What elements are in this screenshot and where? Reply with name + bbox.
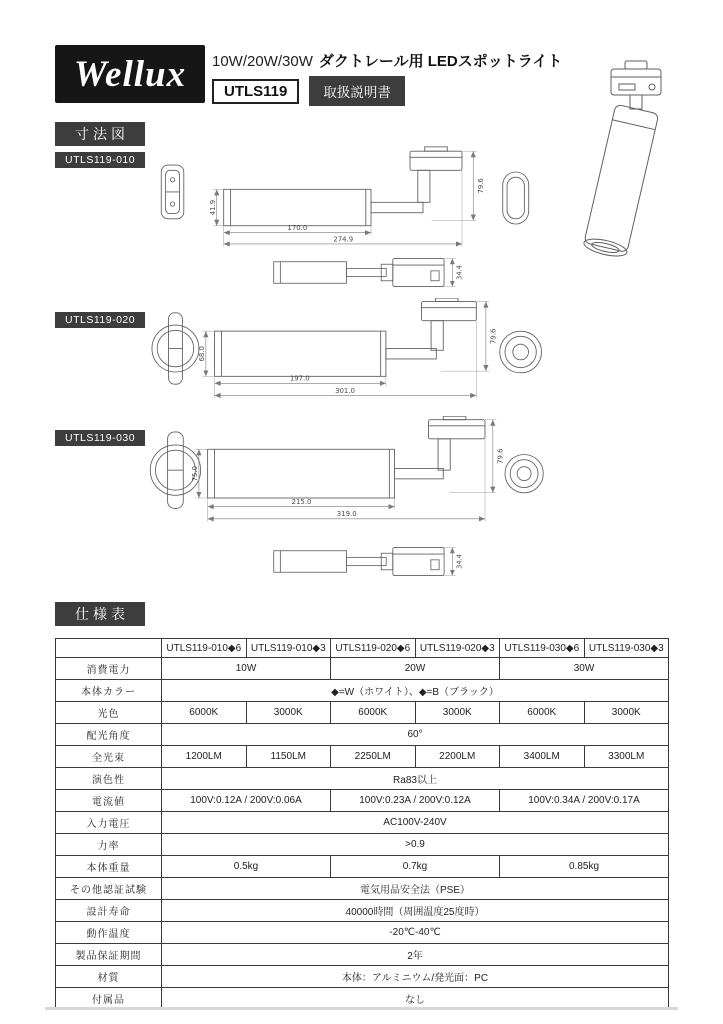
spec-row-label: 製品保証期間 (56, 944, 162, 966)
spec-value-cell: 2250LM (331, 746, 416, 768)
spec-row-label: 入力電圧 (56, 812, 162, 834)
spec-value-cell: -20℃-40℃ (162, 922, 669, 944)
spec-row (56, 658, 669, 680)
variant-tag-utls119-030: UTLS119-030 (55, 430, 145, 446)
dimensions-section-header: 寸法図 (55, 122, 145, 146)
utls119-030-side-view (208, 416, 485, 498)
wattage-text: 10W/20W/30W (212, 53, 313, 70)
dim-030-body-length: 215.0 (291, 498, 312, 507)
spec-corner-cell (56, 639, 162, 658)
spec-row (56, 900, 669, 922)
spec-value-cell: 本体：アルミニウム/発光面：PC (162, 966, 669, 988)
dim-030-total-length: 319.0 (336, 510, 357, 519)
dim-030-mount-height: 79.6 (496, 448, 505, 464)
variant-tag-utls119-020: UTLS119-020 (55, 312, 145, 328)
dim-010-body-length: 170.0 (287, 224, 308, 233)
drawing-utls119-030 (145, 416, 545, 533)
spec-row-label: 動作温度 (56, 922, 162, 944)
footer-divider (45, 1007, 678, 1010)
utls119-030-front-view (505, 455, 543, 493)
spec-value-cell: 6000K (500, 702, 585, 724)
spec-column-header: UTLS119-030◆3 (584, 639, 669, 658)
spec-value-cell: 100V:0.34A / 200V:0.17A (500, 790, 669, 812)
model-number-box: UTLS119 (212, 79, 299, 104)
spec-row-label: 電流値 (56, 790, 162, 812)
spec-row (56, 834, 669, 856)
spec-table (55, 638, 669, 1010)
spec-row-label: 全光束 (56, 746, 162, 768)
utls119-010-top-view (161, 165, 184, 219)
spec-value-cell: 2年 (162, 944, 669, 966)
spec-value-cell: 電気用品安全法（PSE） (162, 878, 669, 900)
spec-value-cell: 1200LM (162, 746, 247, 768)
spec-value-cell: 40000時間（周囲温度25度時） (162, 900, 669, 922)
drawing-utls119-010-horizontal (268, 251, 468, 294)
dim-020-body-length: 197.0 (289, 374, 310, 383)
utls119-010-front-view (503, 172, 529, 224)
spec-column-header: UTLS119-010◆6 (162, 639, 247, 658)
spec-header-row (56, 639, 669, 658)
utls119-030-dimensions (191, 420, 504, 522)
spec-value-cell: 3000K (415, 702, 500, 724)
spotlight-drawing (583, 61, 661, 259)
utls119-020-top-view (152, 313, 199, 384)
brand-logo (55, 45, 205, 103)
spec-row (56, 746, 669, 768)
spec-value-cell: 3400LM (500, 746, 585, 768)
dim-020-mount-height: 79.6 (489, 328, 498, 345)
spec-row (56, 680, 669, 702)
spec-value-cell: Ra83以上 (162, 768, 669, 790)
spec-row (56, 878, 669, 900)
spec-row (56, 944, 669, 966)
dim-020-total-length: 301.0 (335, 386, 355, 395)
spec-value-cell: 30W (500, 658, 669, 680)
spec-value-cell: 100V:0.23A / 200V:0.12A (331, 790, 500, 812)
utls119-010-horizontal-view (274, 258, 444, 286)
spec-value-cell: AC100V-240V (162, 812, 669, 834)
model-line (212, 76, 405, 106)
spec-row-label: 配光角度 (56, 724, 162, 746)
spec-value-cell: 100V:0.12A / 200V:0.06A (162, 790, 331, 812)
spec-column-header: UTLS119-030◆6 (500, 639, 585, 658)
dim-010-adapter-depth: 34.4 (455, 265, 464, 280)
brand-logo-text: Wellux (73, 53, 187, 95)
spec-value-cell: >0.9 (162, 834, 669, 856)
utls119-020-front-view (500, 331, 542, 373)
spec-value-cell: 1150LM (246, 746, 331, 768)
utls119-020-side-view (215, 298, 477, 376)
utls119-020-dimensions (198, 302, 497, 399)
spec-value-cell: 60° (162, 724, 669, 746)
spec-column-header: UTLS119-020◆6 (331, 639, 416, 658)
spec-value-cell: 20W (331, 658, 500, 680)
spec-row-label: 付属品 (56, 988, 162, 1010)
product-illustration (583, 55, 713, 325)
spec-row-label: 材質 (56, 966, 162, 988)
utls119-030-horizontal-view (274, 547, 444, 575)
utls119-030-horizontal-dimensions (444, 547, 463, 575)
spec-row-label: 本体重量 (56, 856, 162, 878)
spec-value-cell: 0.85kg (500, 856, 669, 878)
spec-column-header: UTLS119-010◆3 (246, 639, 331, 658)
variant-tag-utls119-010: UTLS119-010 (55, 152, 145, 168)
dim-030-adapter-depth: 34.4 (455, 554, 464, 569)
dim-010-body-dia: 41.9 (209, 199, 217, 216)
spec-row (56, 768, 669, 790)
utls119-010-horizontal-dimensions (444, 258, 463, 286)
spec-value-cell: 2200LM (415, 746, 500, 768)
dim-020-body-dia: 68.0 (198, 346, 207, 362)
spec-row-label: 光色 (56, 702, 162, 724)
spec-row-label: その他認証試験 (56, 878, 162, 900)
spec-row-label: 演色性 (56, 768, 162, 790)
spec-section-header: 仕様表 (55, 602, 145, 626)
spec-row (56, 966, 669, 988)
product-title-line (212, 50, 562, 71)
spec-value-cell: ◆=W（ホワイト）、◆=B（ブラック） (162, 680, 669, 702)
spec-value-cell: なし (162, 988, 669, 1010)
spec-value-cell: 3300LM (584, 746, 669, 768)
spec-value-cell: 10W (162, 658, 331, 680)
product-title: ダクトレール用 LEDスポットライト (318, 53, 563, 70)
spec-row-label: 本体カラー (56, 680, 162, 702)
spec-row-label: 設計寿命 (56, 900, 162, 922)
dim-030-body-dia: 75.0 (191, 465, 200, 482)
spec-value-cell: 6000K (331, 702, 416, 724)
spec-value-cell: 6000K (162, 702, 247, 724)
utls119-010-side-view (224, 147, 462, 226)
spec-row (56, 812, 669, 834)
spec-column-header: UTLS119-020◆3 (415, 639, 500, 658)
spec-row (56, 856, 669, 878)
spec-row-label: 消費電力 (56, 658, 162, 680)
spec-row (56, 790, 669, 812)
drawing-utls119-020 (145, 298, 545, 406)
spec-value-cell: 0.7kg (331, 856, 500, 878)
dim-010-mount-height: 79.6 (476, 178, 485, 194)
doc-type-badge: 取扱説明書 (309, 76, 405, 106)
spec-row (56, 724, 669, 746)
spec-row (56, 922, 669, 944)
drawing-utls119-010 (145, 146, 545, 250)
drawing-utls119-030-horizontal (268, 540, 468, 583)
spec-row-label: 力率 (56, 834, 162, 856)
spec-value-cell: 3000K (584, 702, 669, 724)
utls119-010-dimensions (209, 151, 485, 246)
spec-value-cell: 3000K (246, 702, 331, 724)
spec-row (56, 702, 669, 724)
spec-value-cell: 0.5kg (162, 856, 331, 878)
dim-010-total-length: 274.9 (333, 235, 354, 244)
